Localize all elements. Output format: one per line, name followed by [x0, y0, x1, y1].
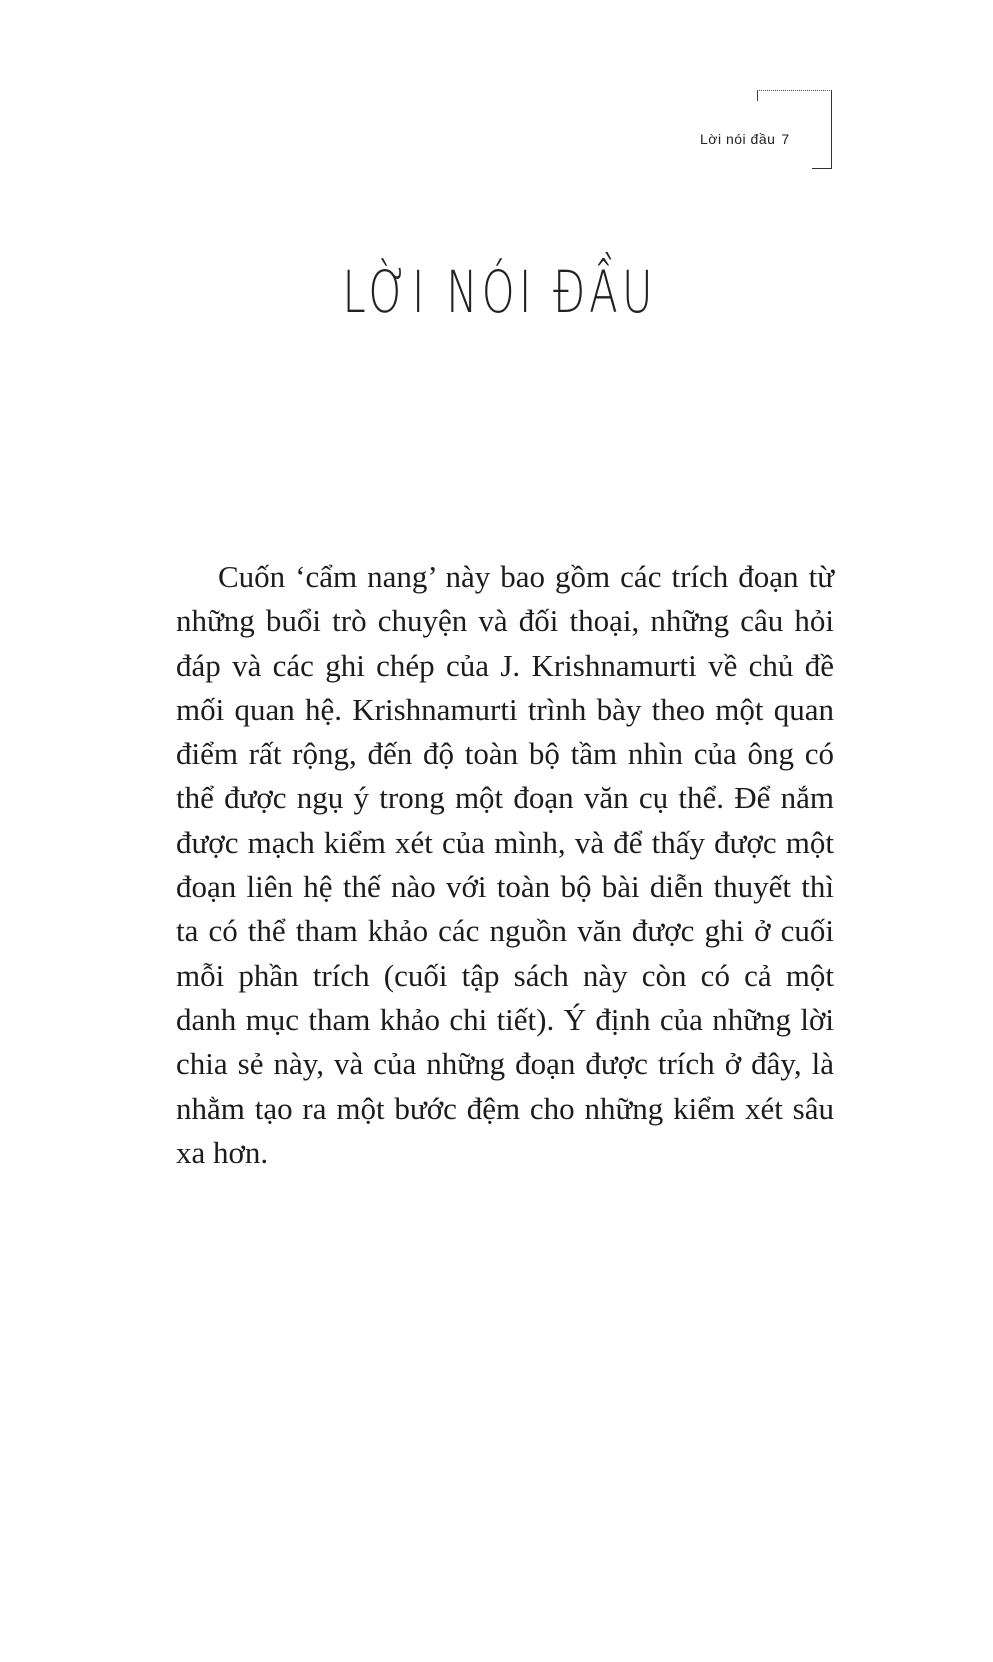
frame-tick-bottom [812, 168, 832, 170]
frame-tick-left [757, 91, 758, 101]
running-header-title: Lời nói đầu [700, 131, 776, 147]
header-corner-frame [757, 90, 832, 169]
page-number: 7 [781, 131, 790, 147]
body-paragraph: Cuốn ‘cẩm nang’ này bao gồm các trích đoạn từ những buổi trò chuyện và đối thoại, những câu hỏi đáp và các ghi chép của J. Krishnamurti về chủ đề mối quan hệ. Krishnamurti trình bày theo một quan điểm rất rộng, đến độ toàn bộ tầm nhìn của ông có thể được ngụ ý trong một đoạn văn cụ thể. Để nắm được mạch kiểm xét của mình, và để thấy được một đoạn liên hệ thế nào với toàn bộ bài diễn thuyết thì ta có thể tham khảo các nguồn văn được ghi ở cuối mỗi phần trích (cuối tập sách này còn có cả một danh mục tham khảo chi tiết). Ý định của những lời chia sẻ này, và của những đoạn được trích ở đây, là nhằm tạo ra một bước đệm cho những kiểm xét sâu xa hơn. [176, 559, 834, 1170]
running-header [700, 131, 810, 147]
chapter-title: LỜI NÓI ĐẦU [342, 258, 657, 326]
